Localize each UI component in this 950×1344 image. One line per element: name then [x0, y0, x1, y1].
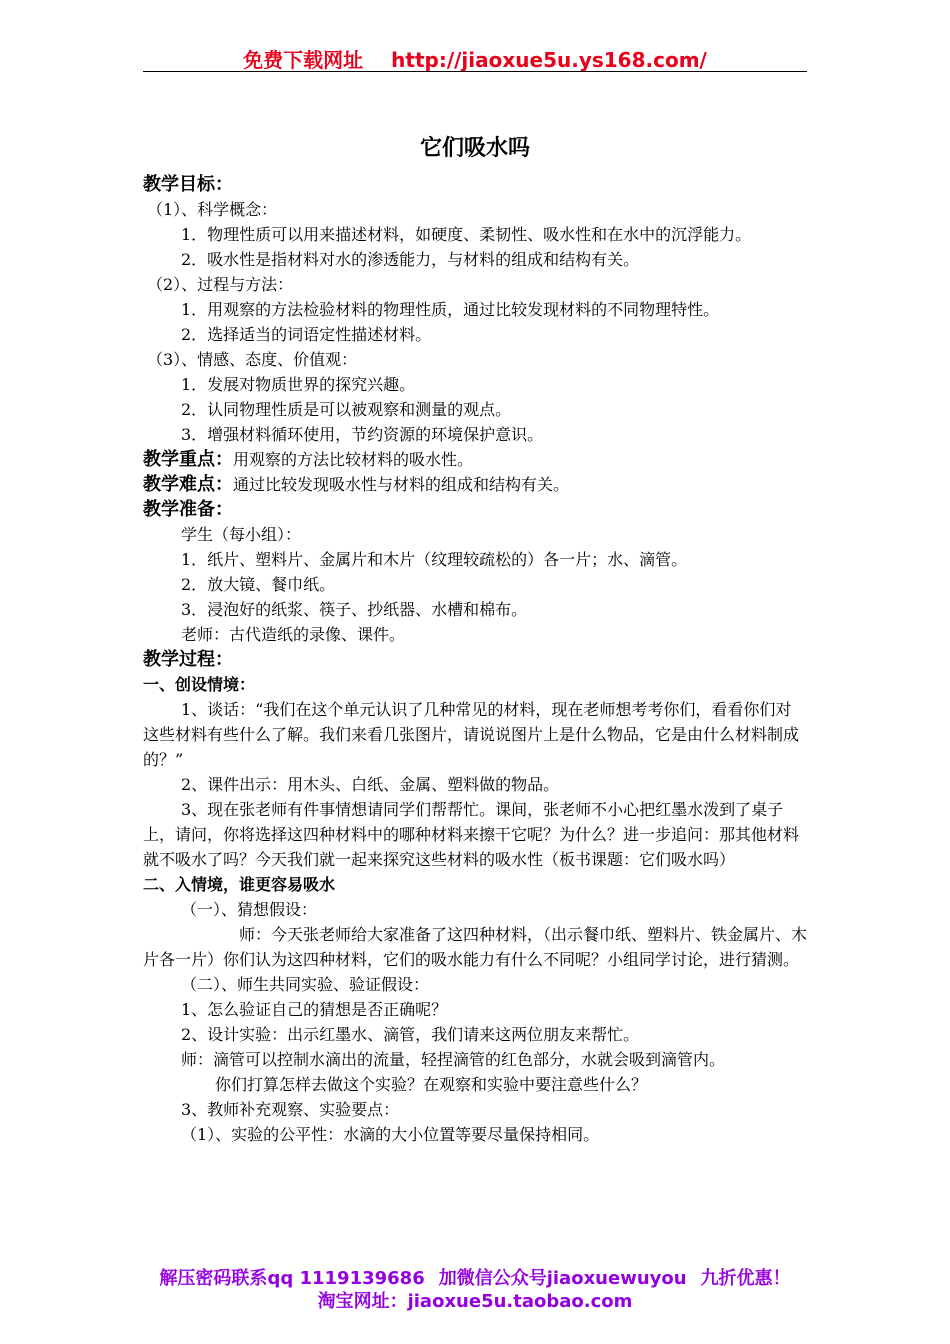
difficulty-text: 通过比较发现吸水性与材料的组成和结构有关。 [233, 475, 570, 494]
lesson-plan [143, 134, 807, 1147]
process-heading: 教学过程： [143, 649, 233, 670]
goals-section-label: （2）、过程与方法： [147, 275, 294, 294]
difficulty [143, 472, 807, 497]
footer-text: 解压密码联系 [159, 1268, 268, 1289]
part2-line: 2、设计实验：出示红墨水、滴管，我们请来这两位朋友来帮忙。 [181, 1025, 640, 1044]
header-label: 免费下载网址 [243, 48, 364, 72]
part2-line: 师：滴管可以控制水滴出的流量，轻捏滴管的红色部分，水就会吸到滴管内。 [181, 1050, 726, 1069]
goals-item: 2．选择适当的词语定性描述材料。 [181, 325, 432, 344]
goals-item: 2．吸水性是指材料对水的渗透能力，与材料的组成和结构有关。 [181, 250, 640, 269]
key-point-label: 教学重点： [143, 449, 233, 470]
key-point [143, 447, 807, 472]
part1-paragraph: 1、谈话：“我们在这个单元认识了几种常见的材料，现在老师想考考你们，看看你们对这些材料有些什么了解。我们来看几张图片，请说说图片上是什么物品，它是由什么材料制成的？” [143, 700, 800, 769]
key-point-text: 用观察的方法比较材料的吸水性。 [233, 450, 474, 469]
part2-line: （1）、实验的公平性：水滴的大小位置等要尽量保持相同。 [181, 1125, 600, 1144]
part1-paragraph: 2、课件出示：用木头、白纸、金属、塑料做的物品。 [181, 775, 560, 794]
goals-item: 1．用观察的方法检验材料的物理性质，通过比较发现材料的不同物理特性。 [181, 300, 720, 319]
header-url-link[interactable]: http://jiaoxue5u.ys168.com/ [391, 48, 707, 72]
prep-heading: 教学准备： [143, 499, 233, 520]
part2-line: 你们打算怎样去做这个实验？在观察和实验中要注意些什么？ [215, 1075, 648, 1094]
goals-item: 1．发展对物质世界的探究兴趣。 [181, 375, 416, 394]
goals-heading: 教学目标： [143, 174, 233, 195]
footer-taobao [0, 1287, 950, 1313]
part2-subheading: （一）、猜想假设： [181, 900, 318, 919]
prep-students: 学生（每小组）： [181, 525, 302, 544]
difficulty-label: 教学难点： [143, 474, 233, 495]
part2-heading: 二、入情境，谁更容易吸水 [143, 875, 336, 894]
part1-paragraph: 3、现在张老师有件事情想请同学们帮帮忙。课间，张老师不小心把红墨水泼到了桌子上，请问，你将选择这四种材料中的哪种材料来擦干它呢？为什么？进一步追问：那其他材料就不吸水了吗？今天我们就一起来探究这些材料的吸水性（板书课题：它们吸水吗） [143, 800, 800, 869]
part2-line: 1、怎么验证自己的猜想是否正确呢？ [181, 1000, 448, 1019]
prep-item: 2．放大镜、餐巾纸。 [181, 575, 336, 594]
prep-item: 1．纸片、塑料片、金属片和木片（纹理较疏松的）各一片；水、滴管。 [181, 550, 688, 569]
header-divider [143, 71, 807, 72]
page-title: 它们吸水吗 [419, 136, 530, 161]
goals-section-label: （3）、情感、态度、价值观： [147, 350, 358, 369]
goals-item: 1．物理性质可以用来描述材料，如硬度、柔韧性、吸水性和在水中的沉浮能力。 [181, 225, 752, 244]
footer-text: 九折优惠！ [700, 1268, 791, 1289]
part2-subheading: （二）、师生共同实验、验证假设： [181, 975, 430, 994]
prep-teacher: 老师：古代造纸的录像、课件。 [181, 625, 406, 644]
part2-paragraph: 师：今天张老师给大家准备了这四种材料，（出示餐巾纸、塑料片、铁金属片、木片各一片）你们认为这四种材料，它们的吸水能力有什么不同呢？小组同学讨论，进行猜测。 [143, 925, 808, 969]
footer-qq: qq 1119139686 [267, 1268, 425, 1289]
goals-section-label: （1）、科学概念： [147, 200, 278, 219]
goals-item: 2．认同物理性质是可以被观察和测量的观点。 [181, 400, 512, 419]
footer-wechat: jiaoxuewuyou [546, 1268, 687, 1289]
footer-text: 加微信公众号 [438, 1268, 547, 1289]
part1-heading: 一、创设情境： [143, 675, 256, 694]
footer-taobao-label: 淘宝网址： [317, 1291, 408, 1312]
download-header [143, 44, 807, 73]
footer-taobao-link[interactable]: jiaoxue5u.taobao.com [407, 1291, 633, 1312]
prep-item: 3．浸泡好的纸浆、筷子、抄纸器、水槽和棉布。 [181, 600, 528, 619]
part2-line: 3、教师补充观察、实验要点： [181, 1100, 400, 1119]
goals-item: 3．增强材料循环使用，节约资源的环境保护意识。 [181, 425, 544, 444]
